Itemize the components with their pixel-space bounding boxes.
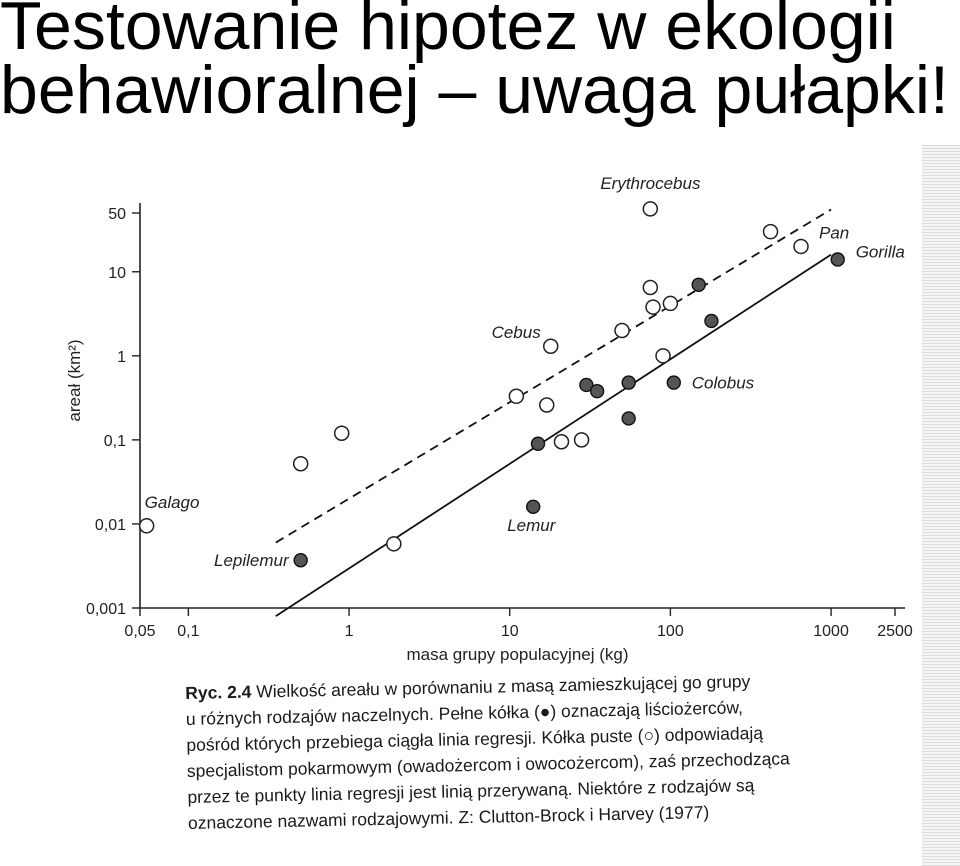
- open-point-9: [615, 324, 629, 338]
- caption-text: przez te punkty linia regresji jest linią przerywaną. Niektóre z rodzajów są: [187, 775, 755, 807]
- slide-title-line-1: Testowanie hipotez w ekologii: [0, 0, 896, 64]
- label-galago: Galago: [144, 492, 200, 512]
- label-colobus: Colobus: [691, 373, 755, 393]
- filled-point-9: [705, 314, 718, 327]
- open-point-8: [575, 433, 589, 447]
- x-tick-label-6: 2500: [877, 623, 913, 640]
- x-tick-label-2: 1: [344, 623, 354, 640]
- caption-text: oznaczone nazwami rodzajowymi. Z: Clutton-Brock i Harvey (1977): [187, 802, 710, 833]
- regression-lines: [276, 210, 831, 617]
- y-axis-label: areał (km²): [65, 339, 84, 422]
- chart-axes: [65, 203, 913, 664]
- scatter-chart: [0, 150, 925, 680]
- y-tick-label-5: 50: [108, 206, 126, 223]
- filled-point-10: [831, 253, 844, 266]
- filled-point-5: [622, 412, 635, 425]
- filled-point-6: [622, 376, 635, 389]
- filled-point-0: [294, 554, 307, 567]
- filled-point-1: [527, 500, 540, 513]
- x-tick-label-4: 100: [657, 623, 684, 640]
- y-tick-label-0: 0,001: [85, 601, 126, 618]
- open-point-4: [509, 389, 523, 403]
- open-point-15: [764, 225, 778, 239]
- open-point-14: [663, 296, 677, 310]
- open-point-12: [643, 202, 657, 216]
- open-point-11: [646, 300, 660, 314]
- filled-point-8: [692, 278, 705, 291]
- open-point-6: [544, 339, 558, 353]
- open-point-7: [554, 435, 568, 449]
- x-tick-label-1: 0,1: [177, 623, 200, 640]
- x-tick-label-3: 10: [500, 623, 519, 640]
- x-tick-label-0: 0,05: [124, 623, 156, 640]
- open-point-5: [540, 398, 554, 412]
- open-point-1: [294, 457, 308, 471]
- scan-edge-noise: [922, 145, 960, 866]
- label-gorilla: Gorilla: [855, 242, 905, 262]
- open-point-13: [656, 349, 670, 363]
- y-tick-label-4: 10: [108, 264, 126, 282]
- slide-title: [0, 0, 960, 128]
- slide-title-line-2: behawioralnej – uwaga pułapki!: [0, 52, 949, 128]
- caption-text: Wielkość areału w porównaniu z masą zamieszkującej go grupy: [251, 671, 751, 702]
- label-pan: Pan: [819, 223, 850, 243]
- x-axis-label: masa grupy populacyjnej (kg): [406, 645, 629, 664]
- figure-caption: [185, 665, 928, 836]
- open-point-2: [335, 426, 349, 440]
- open-point-16: [794, 239, 808, 253]
- regression-line-solid: [276, 255, 831, 617]
- label-erythrocebus: Erythrocebus: [600, 173, 701, 193]
- x-tick-label-5: 1000: [813, 623, 849, 640]
- y-tick-label-2: 0,1: [103, 432, 126, 450]
- caption-figure-number: Ryc. 2.4: [185, 681, 252, 703]
- label-lemur: Lemur: [507, 515, 556, 535]
- filled-point-4: [591, 385, 604, 398]
- open-point-3: [387, 537, 401, 551]
- open-point-0: [140, 519, 154, 533]
- filled-point-2: [532, 437, 545, 450]
- open-point-10: [643, 280, 657, 294]
- y-tick-label-3: 1: [117, 348, 126, 366]
- caption-text: pośród których przebiega ciągła linia regresji. Kółka puste (○) odpowiadają: [186, 722, 764, 755]
- caption-text: u różnych rodzajów naczelnych. Pełne kółka (●) oznaczają liściożerców,: [185, 697, 744, 729]
- label-lepilemur: Lepilemur: [214, 551, 289, 571]
- filled-point-7: [667, 376, 680, 389]
- y-tick-label-1: 0,01: [94, 516, 126, 534]
- label-cebus: Cebus: [491, 323, 541, 343]
- caption-text: specjalistom pokarmowym (owadożercom i owocożercom), zaś przechodząca: [186, 748, 790, 781]
